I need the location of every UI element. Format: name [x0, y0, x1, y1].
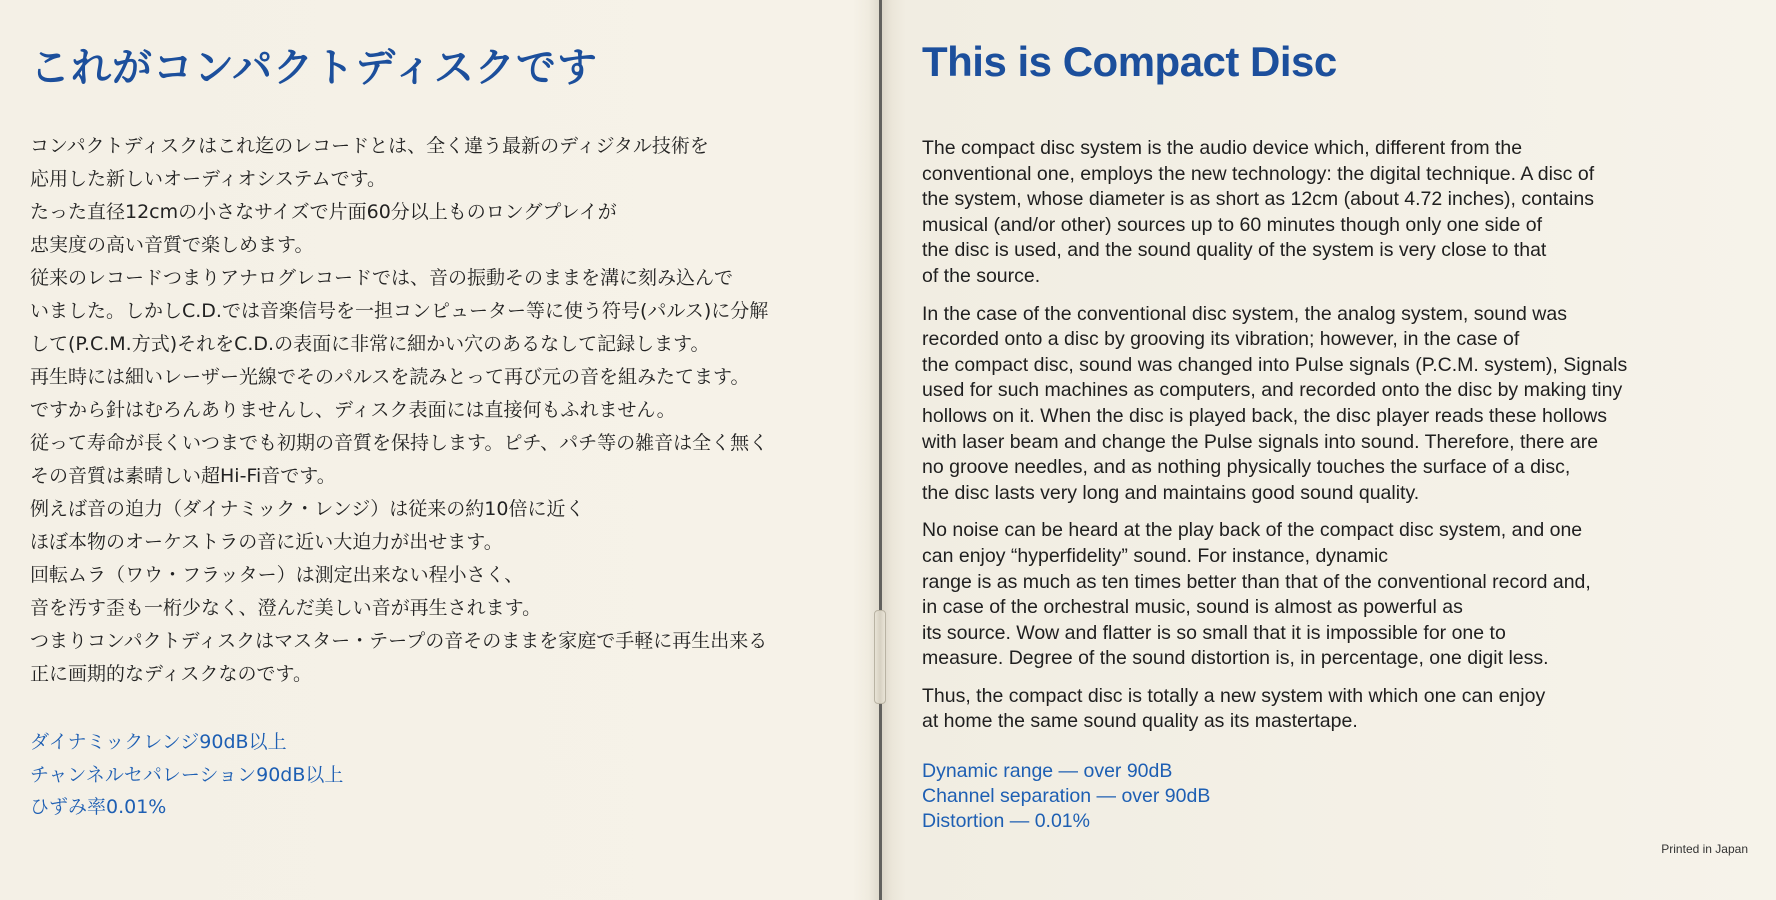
body-line-en: at home the same sound quality as its mastertape. — [922, 710, 1358, 733]
body-line-jp: 例えば音の迫力（ダイナミック・レンジ）は従来の約10倍に近く — [30, 498, 585, 520]
right-page — [900, 0, 1776, 900]
body-line-en: of the source. — [922, 264, 1041, 287]
spec-list-en — [922, 759, 1210, 834]
body-line-en: the disc lasts very long and maintains good sound quality. — [922, 481, 1420, 504]
printed-in-label: Printed in Japan — [1661, 842, 1748, 856]
body-line-jp: 従って寿命が長くいつまでも初期の音質を保持します。ピチ、パチ等の雑音は全く無く — [30, 432, 769, 454]
center-fold — [879, 0, 882, 900]
body-line-en: its source. Wow and flatter is so small that it is impossible for one to — [922, 621, 1506, 644]
body-line-jp: コンパクトディスクはこれ迄のレコードとは、全く違う最新のディジタル技術を — [30, 135, 709, 157]
spec-item-jp: ダイナミックレンジ90dB以上 — [30, 731, 287, 753]
body-line-jp: 従来のレコードつまりアナログレコードでは、音の振動そのままを溝に刻み込んで — [30, 267, 734, 289]
body-line-en: No noise can be heard at the play back of the compact disc system, and one — [922, 519, 1583, 542]
body-line-en: The compact disc system is the audio device which, different from the — [922, 137, 1523, 159]
body-line-jp: して(P.C.M.方式)それをC.D.の表面に非常に細かい穴のあるなして記録します。 — [30, 333, 710, 355]
body-line-en: with laser beam and change the Pulse signals into sound. Therefore, there are — [922, 430, 1599, 453]
paragraph-en — [922, 302, 1762, 507]
body-line-en: Thus, the compact disc is totally a new system with which one can enjoy — [922, 684, 1546, 707]
body-line-jp: 忠実度の高い音質で楽しめます。 — [30, 234, 314, 256]
body-line-jp: つまりコンパクトディスクはマスター・テープの音そのままを家庭で手軽に再生出来る — [30, 630, 768, 652]
body-line-jp: その音質は素晴しい超Hi-Fi音です。 — [30, 465, 336, 487]
body-text-en — [922, 136, 1762, 747]
body-line-en: can enjoy “hyperfidelity” sound. For instance, dynamic — [922, 544, 1389, 567]
spec-item-jp: ひずみ率0.01% — [30, 796, 167, 818]
body-line-en: in case of the orchestral music, sound is almost as powerful as — [922, 596, 1463, 619]
body-line-en: no groove needles, and as nothing physically touches the surface of a disc, — [922, 456, 1571, 479]
spec-item-en: Channel separation — over 90dB — [922, 785, 1211, 807]
body-line-jp: ほぼ本物のオーケストラの音に近い大迫力が出せます。 — [30, 531, 503, 553]
body-line-en: musical (and/or other) sources up to 60 minutes though only one side of — [922, 213, 1543, 236]
body-line-en: conventional one, employs the new technology: the digital technique. A disc of — [922, 162, 1595, 185]
body-line-en: the system, whose diameter is as short as 12cm (about 4.72 inches), contains — [922, 188, 1594, 211]
spec-item-en: Dynamic range — over 90dB — [922, 760, 1173, 782]
staple — [874, 610, 886, 704]
body-line-en: hollows on it. When the disc is played back, the disc player reads these hollows — [922, 404, 1608, 427]
body-line-jp: 回転ムラ（ワウ・フラッター）は測定出来ない程小さく、 — [30, 564, 524, 586]
body-line-jp: 応用した新しいオーディオシステムです。 — [30, 168, 387, 190]
body-line-jp: いました。しかしC.D.では音楽信号を一担コンピューター等に使う符号(パルス)に分解 — [30, 300, 769, 322]
body-line-jp: 再生時には細いレーザー光線でそのパルスを読みとって再び元の音を組みたてます。 — [30, 366, 750, 388]
left-page — [0, 0, 860, 900]
page-title-en: This is Compact Disc — [922, 38, 1337, 85]
spec-item-jp: チャンネルセパレーション90dB以上 — [30, 763, 344, 786]
paragraph-en — [922, 518, 1762, 672]
spec-list-jp — [30, 726, 343, 824]
body-line-jp: ですから針はむろんありませんし、ディスク表面には直接何もふれません。 — [30, 399, 676, 421]
body-line-jp: 音を汚す歪も一桁少なく、澄んだ美しい音が再生されます。 — [30, 597, 542, 619]
body-line-en: range is as much as ten times better than that of the conventional record and, — [922, 570, 1591, 593]
spec-item-en: Distortion — 0.01% — [922, 810, 1090, 832]
body-line-en: the compact disc, sound was changed into Pulse signals (P.C.M. system), Signals — [922, 353, 1628, 376]
body-line-en: In the case of the conventional disc system, the analog system, sound was — [922, 302, 1567, 325]
body-line-en: used for such machines as computers, and recorded onto the disc by making tiny — [922, 379, 1623, 402]
body-line-jp: たった直径12cmの小さなサイズで片面60分以上ものロングプレイが — [30, 201, 617, 223]
body-line-en: measure. Degree of the sound distortion is, in percentage, one digit less. — [922, 647, 1549, 670]
body-line-en: recorded onto a disc by grooving its vibration; however, in the case of — [922, 328, 1520, 351]
body-line-jp: 正に画期的なディスクなのです。 — [30, 663, 312, 685]
body-text-jp — [30, 130, 830, 691]
paragraph-en — [922, 136, 1762, 290]
page-title-jp: これがコンパクトディスクです — [30, 45, 598, 91]
body-line-en: the disc is used, and the sound quality of the system is very close to that — [922, 239, 1547, 262]
paragraph-en — [922, 684, 1762, 735]
